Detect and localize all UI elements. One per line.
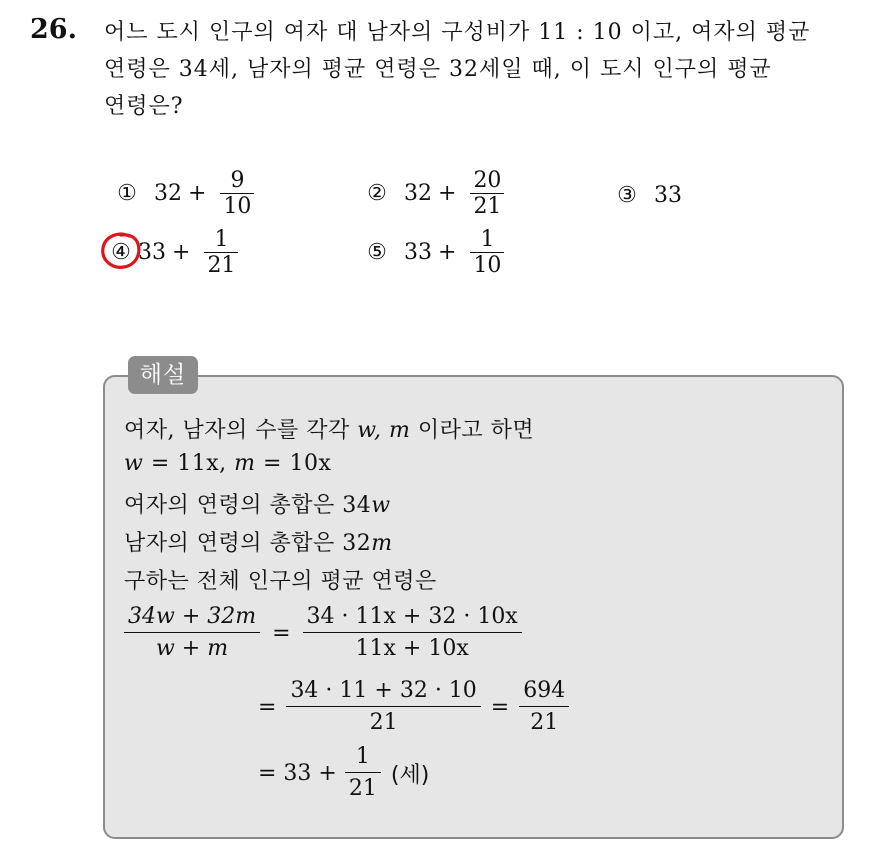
equation-row-1: 34w + 32m w + m = 34 · 11x + 32 · 10x 11x + 10x xyxy=(124,602,522,665)
choice-2-den: 21 xyxy=(473,194,502,219)
choice-4-num: 1 xyxy=(214,227,229,252)
choice-2-num: 20 xyxy=(473,168,502,193)
choice-1-den: 10 xyxy=(223,194,252,219)
choice-5-marker: ⑤ xyxy=(367,240,387,265)
answer-circle-mark xyxy=(99,230,143,272)
eq2-fraction: 34 · 11 + 32 · 10 21 xyxy=(286,676,480,739)
equation-row-3: = 33 + 1 21 (세) xyxy=(258,742,429,805)
choice-5-den: 10 xyxy=(473,253,502,278)
choice-4-den: 21 xyxy=(207,253,236,278)
choice-1-op: + xyxy=(188,181,207,206)
solution-line-4: 남자의 연령의 총합은 32m xyxy=(124,531,393,556)
question-text xyxy=(104,14,864,125)
eq2-result-fraction: 694 21 xyxy=(519,676,569,739)
choice-2[interactable] xyxy=(364,168,504,219)
choice-2-fraction xyxy=(470,168,504,219)
choice-1-marker: ① xyxy=(117,181,137,206)
choice-5-op: + xyxy=(438,240,457,265)
choice-1[interactable] xyxy=(114,168,254,219)
choice-4-fraction xyxy=(204,227,238,278)
choice-2-op: + xyxy=(438,181,457,206)
choice-3-marker: ③ xyxy=(617,183,637,208)
choice-4-whole: 33 xyxy=(138,240,166,265)
choice-3[interactable] xyxy=(614,183,682,208)
choice-5-num: 1 xyxy=(480,227,495,252)
choice-2-whole: 32 xyxy=(404,181,432,206)
choice-3-whole: 33 xyxy=(654,183,682,208)
choice-5[interactable] xyxy=(364,227,504,278)
choice-5-whole: 33 xyxy=(404,240,432,265)
eq1-rhs-fraction: 34 · 11x + 32 · 10x 11x + 10x xyxy=(303,602,522,665)
question-number: 26. xyxy=(30,14,77,45)
choice-1-fraction xyxy=(220,168,254,219)
choice-4-op: + xyxy=(172,240,191,265)
choice-2-marker: ② xyxy=(367,181,387,206)
solution-line-3: 여자의 연령의 총합은 34w xyxy=(124,493,391,518)
question-line-2: 연령은 34세, 남자의 평균 연령은 32세일 때, 이 도시 인구의 평균 xyxy=(104,57,772,82)
choice-1-whole: 32 xyxy=(154,181,182,206)
choice-4-marker: ④ xyxy=(111,240,131,265)
solution-line-5: 구하는 전체 인구의 평균 연령은 xyxy=(124,569,437,594)
eq1-lhs-fraction: 34w + 32m w + m xyxy=(124,602,260,665)
equation-row-2: = 34 · 11 + 32 · 10 21 = 694 21 xyxy=(258,676,569,739)
eq3-fraction: 1 21 xyxy=(345,742,381,805)
solution-line-2: w = 11x, m = 10x xyxy=(124,451,332,476)
question-line-3: 연령은? xyxy=(104,94,184,119)
choice-5-fraction xyxy=(470,227,504,278)
choice-1-num: 9 xyxy=(230,168,245,193)
solution-line-1: 여자, 남자의 수를 각각 w, m 이라고 하면 xyxy=(124,418,535,443)
solution-tab: 해설 xyxy=(128,356,198,394)
question-line-1: 어느 도시 인구의 여자 대 남자의 구성비가 11 : 10 이고, 여자의 평균 xyxy=(104,20,811,45)
